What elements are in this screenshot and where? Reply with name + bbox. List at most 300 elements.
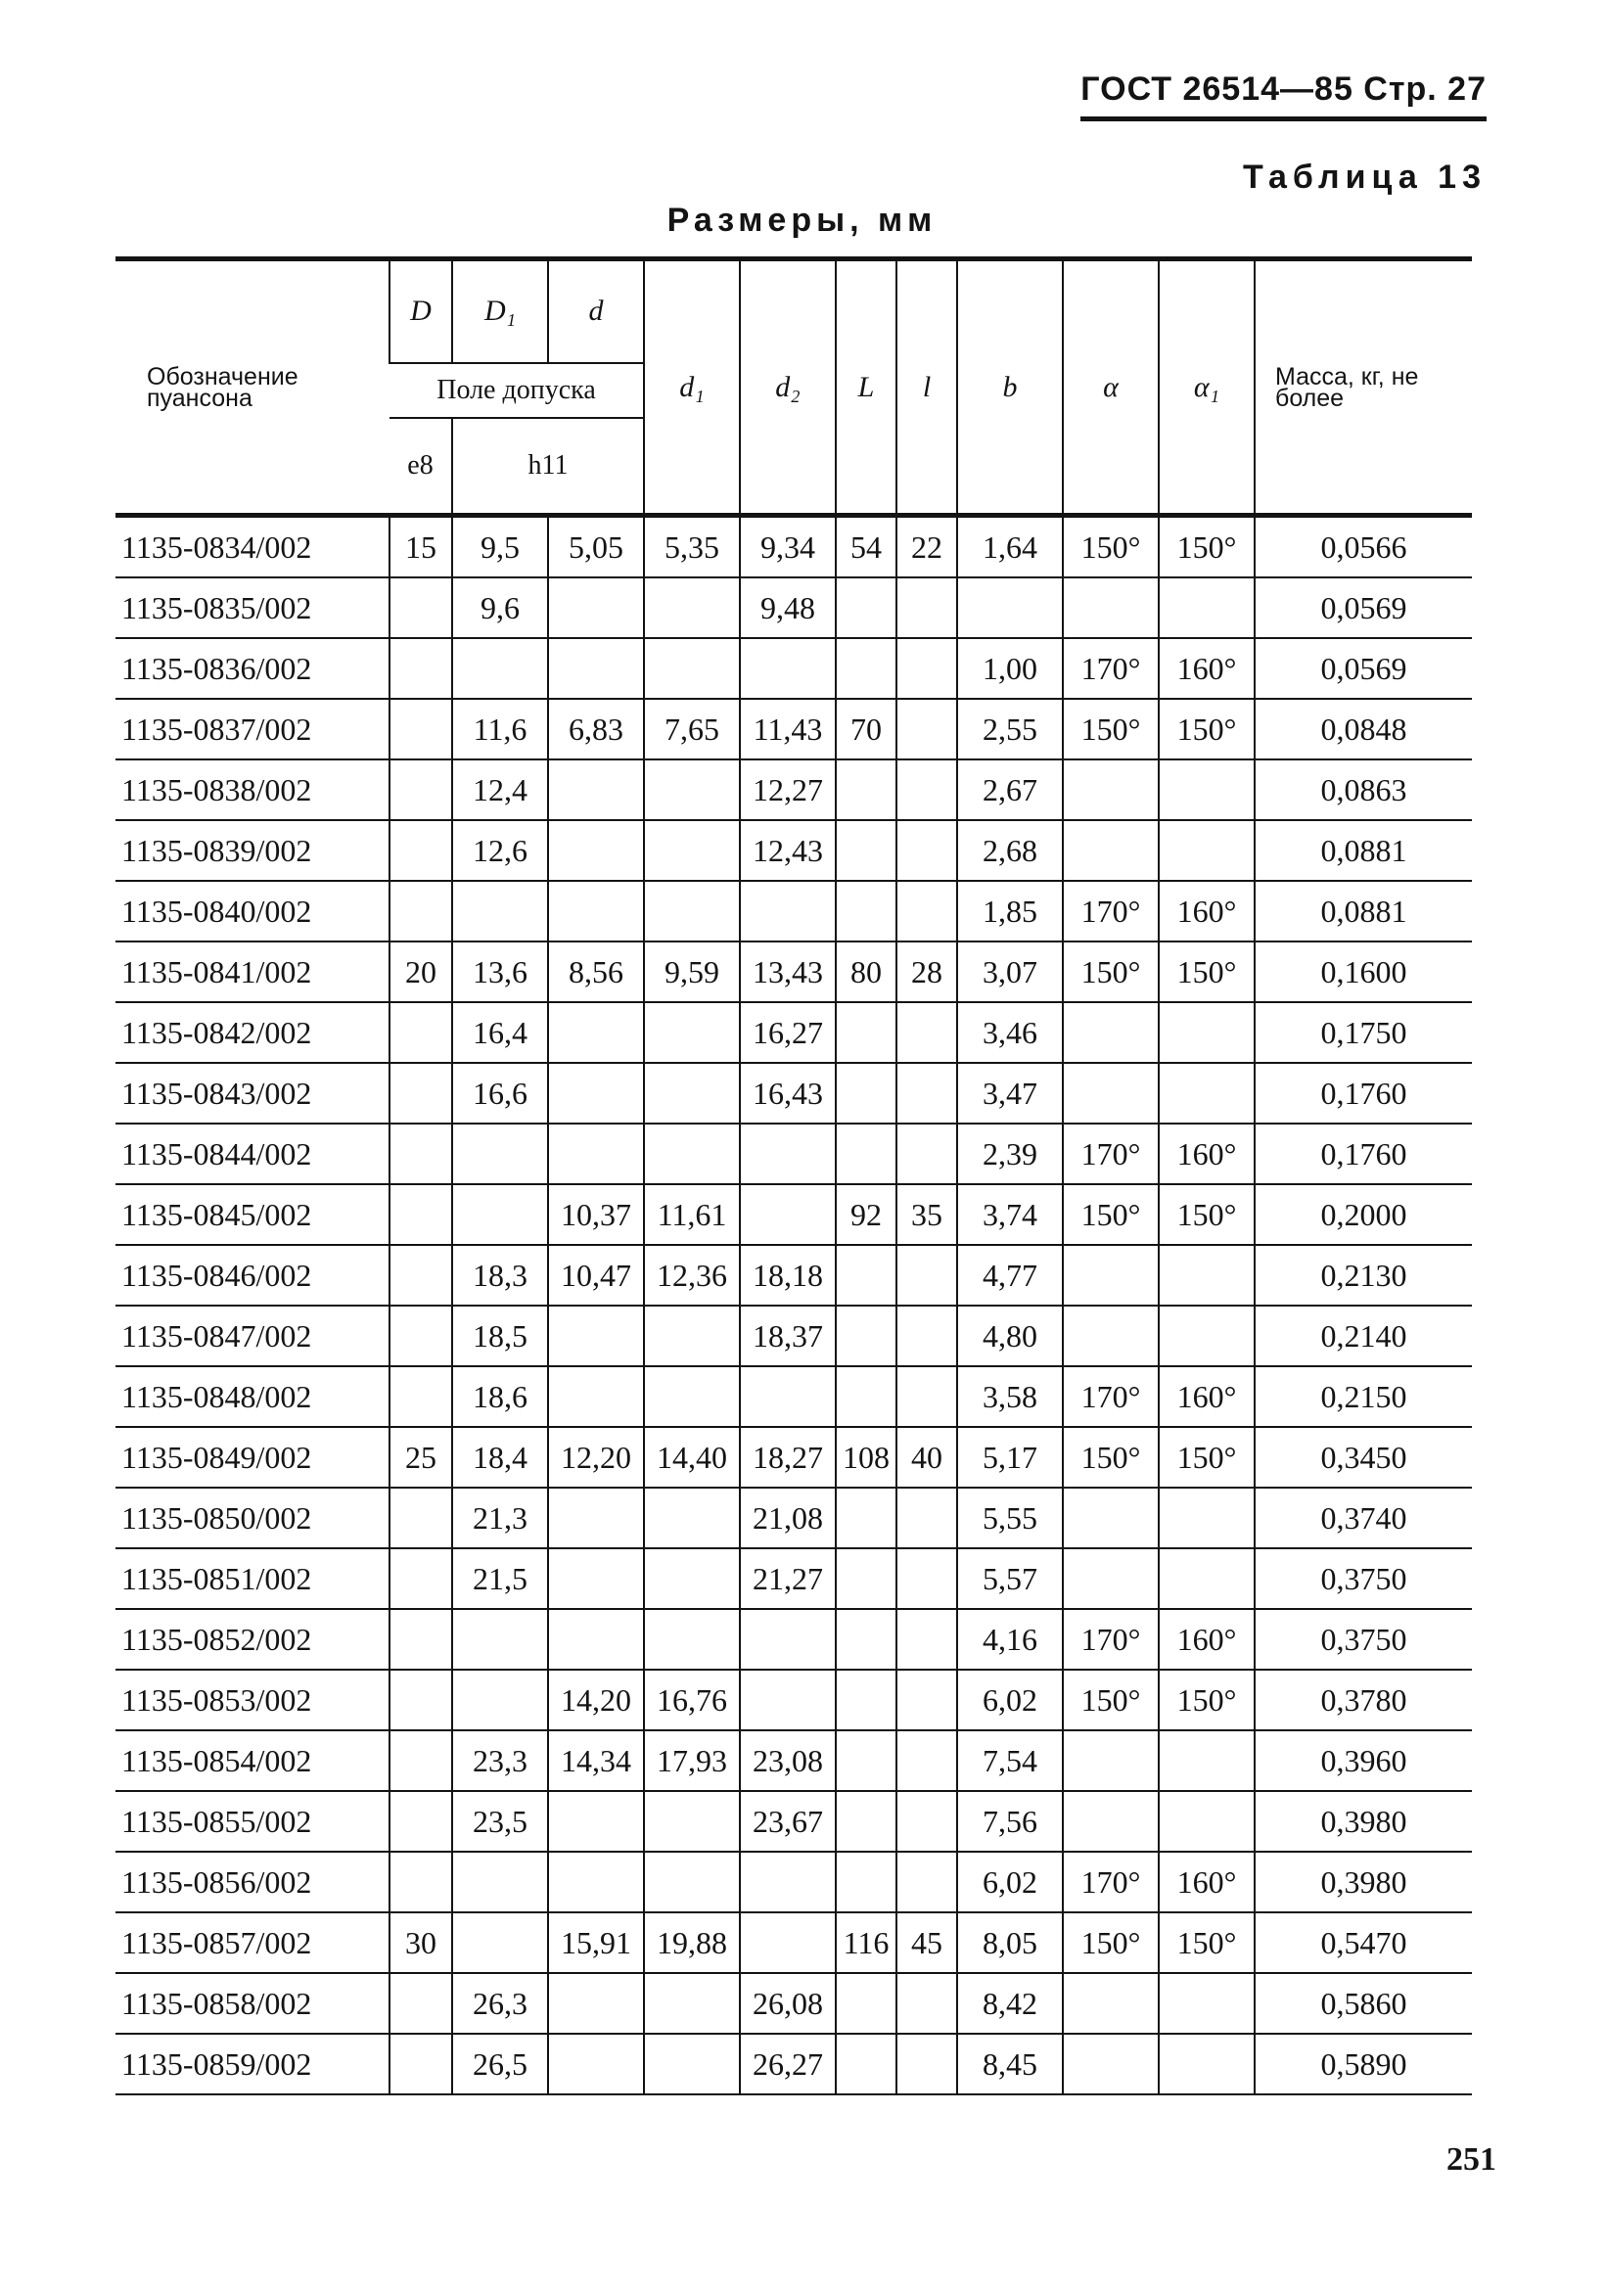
cell-alpha1: 150° bbox=[1159, 1184, 1255, 1245]
cell-alpha1 bbox=[1159, 1973, 1255, 2034]
cell-alpha bbox=[1063, 577, 1159, 638]
cell-d2 bbox=[740, 1912, 836, 1973]
cell-l bbox=[836, 1609, 896, 1670]
header-alpha1: α₁ bbox=[1159, 259, 1255, 516]
cell-alpha bbox=[1063, 1730, 1159, 1791]
cell-d1: 18,4 bbox=[452, 1427, 548, 1488]
table-row bbox=[115, 881, 1472, 941]
cell-mass: 0,3750 bbox=[1255, 1609, 1472, 1670]
cell-b: 4,77 bbox=[957, 1245, 1063, 1306]
table-row bbox=[115, 2034, 1472, 2094]
table-row bbox=[115, 577, 1472, 638]
cell-b: 1,85 bbox=[957, 881, 1063, 941]
cell-mass: 0,3450 bbox=[1255, 1427, 1472, 1488]
cell-d bbox=[548, 1306, 644, 1366]
cell-l: 22 bbox=[896, 516, 957, 578]
header-D: D bbox=[390, 259, 452, 363]
cell-designation: 1135-0848/002 bbox=[115, 1366, 390, 1427]
cell-d1 bbox=[452, 1912, 548, 1973]
cell-d2 bbox=[740, 1852, 836, 1912]
table-row bbox=[115, 699, 1472, 759]
cell-designation: 1135-0857/002 bbox=[115, 1912, 390, 1973]
cell-l bbox=[896, 1366, 957, 1427]
cell-d2 bbox=[740, 1670, 836, 1730]
cell-d2: 18,37 bbox=[740, 1306, 836, 1366]
cell-alpha: 150° bbox=[1063, 1184, 1159, 1245]
cell-mass: 0,2000 bbox=[1255, 1184, 1472, 1245]
cell-d1: 12,4 bbox=[452, 759, 548, 820]
table-row bbox=[115, 1245, 1472, 1306]
cell-l bbox=[896, 638, 957, 699]
cell-alpha1 bbox=[1159, 577, 1255, 638]
cell-alpha bbox=[1063, 820, 1159, 881]
page-number: 251 bbox=[1446, 2141, 1496, 2178]
cell-designation: 1135-0846/002 bbox=[115, 1245, 390, 1306]
cell-d1: 26,3 bbox=[452, 1973, 548, 2034]
cell-l bbox=[836, 577, 896, 638]
cell-l: 108 bbox=[836, 1427, 896, 1488]
cell-d: 10,37 bbox=[548, 1184, 644, 1245]
cell-d1: 13,6 bbox=[452, 941, 548, 1002]
cell-d bbox=[548, 1366, 644, 1427]
cell-d1: 19,88 bbox=[644, 1912, 740, 1973]
cell-d: 5,05 bbox=[548, 516, 644, 578]
cell-d1 bbox=[452, 1184, 548, 1245]
cell-b: 7,56 bbox=[957, 1791, 1063, 1852]
cell-mass: 0,0566 bbox=[1255, 516, 1472, 578]
table-row bbox=[115, 1791, 1472, 1852]
cell-alpha: 150° bbox=[1063, 1427, 1159, 1488]
cell-d bbox=[548, 1488, 644, 1548]
cell-d2 bbox=[740, 881, 836, 941]
cell-d bbox=[390, 881, 452, 941]
header-L: L bbox=[836, 259, 896, 516]
cell-l bbox=[896, 881, 957, 941]
cell-designation: 1135-0854/002 bbox=[115, 1730, 390, 1791]
cell-d bbox=[548, 2034, 644, 2094]
cell-l bbox=[836, 1366, 896, 1427]
cell-l bbox=[836, 1306, 896, 1366]
table-row bbox=[115, 1548, 1472, 1609]
cell-l bbox=[836, 1124, 896, 1184]
cell-l bbox=[836, 638, 896, 699]
cell-d2: 26,27 bbox=[740, 2034, 836, 2094]
header-tolerance-field: Поле допуска bbox=[390, 363, 644, 418]
cell-d bbox=[548, 881, 644, 941]
cell-d1 bbox=[644, 1063, 740, 1124]
cell-d2: 23,08 bbox=[740, 1730, 836, 1791]
cell-designation: 1135-0841/002 bbox=[115, 941, 390, 1002]
cell-b: 2,55 bbox=[957, 699, 1063, 759]
cell-d1 bbox=[452, 1609, 548, 1670]
cell-alpha: 170° bbox=[1063, 638, 1159, 699]
cell-d bbox=[390, 1609, 452, 1670]
cell-mass: 0,2150 bbox=[1255, 1366, 1472, 1427]
cell-l: 80 bbox=[836, 941, 896, 1002]
cell-alpha1 bbox=[1159, 1002, 1255, 1063]
cell-d2: 21,27 bbox=[740, 1548, 836, 1609]
cell-d: 15 bbox=[390, 516, 452, 578]
cell-d bbox=[390, 1852, 452, 1912]
cell-alpha1 bbox=[1159, 2034, 1255, 2094]
cell-d bbox=[548, 638, 644, 699]
cell-l: 70 bbox=[836, 699, 896, 759]
cell-alpha: 150° bbox=[1063, 699, 1159, 759]
cell-b: 5,57 bbox=[957, 1548, 1063, 1609]
cell-d bbox=[390, 577, 452, 638]
cell-b: 3,74 bbox=[957, 1184, 1063, 1245]
cell-d bbox=[390, 1670, 452, 1730]
cell-d1: 5,35 bbox=[644, 516, 740, 578]
cell-d2 bbox=[740, 638, 836, 699]
cell-l bbox=[896, 1670, 957, 1730]
cell-mass: 0,0569 bbox=[1255, 577, 1472, 638]
cell-l bbox=[896, 1124, 957, 1184]
cell-designation: 1135-0838/002 bbox=[115, 759, 390, 820]
cell-alpha bbox=[1063, 1488, 1159, 1548]
cell-alpha1: 150° bbox=[1159, 1427, 1255, 1488]
cell-d1: 21,5 bbox=[452, 1548, 548, 1609]
cell-designation: 1135-0847/002 bbox=[115, 1306, 390, 1366]
gost-header: ГОСТ 26514—85 Стр. 27 bbox=[1080, 70, 1487, 121]
cell-d: 8,56 bbox=[548, 941, 644, 1002]
cell-d bbox=[548, 1063, 644, 1124]
cell-d1: 16,76 bbox=[644, 1670, 740, 1730]
cell-b: 3,46 bbox=[957, 1002, 1063, 1063]
cell-mass: 0,1760 bbox=[1255, 1124, 1472, 1184]
table-row bbox=[115, 1427, 1472, 1488]
cell-d2: 9,48 bbox=[740, 577, 836, 638]
cell-d2: 13,43 bbox=[740, 941, 836, 1002]
cell-alpha1: 160° bbox=[1159, 638, 1255, 699]
table-row bbox=[115, 1609, 1472, 1670]
cell-l bbox=[896, 759, 957, 820]
cell-d2 bbox=[740, 1184, 836, 1245]
cell-designation: 1135-0851/002 bbox=[115, 1548, 390, 1609]
cell-l bbox=[836, 1730, 896, 1791]
cell-l bbox=[896, 1306, 957, 1366]
cell-alpha bbox=[1063, 1063, 1159, 1124]
table-row bbox=[115, 1002, 1472, 1063]
cell-d2: 21,08 bbox=[740, 1488, 836, 1548]
cell-d: 20 bbox=[390, 941, 452, 1002]
cell-d1 bbox=[452, 881, 548, 941]
cell-d2: 9,34 bbox=[740, 516, 836, 578]
cell-alpha: 170° bbox=[1063, 881, 1159, 941]
header-d1: d₁ bbox=[644, 259, 740, 516]
cell-d: 30 bbox=[390, 1912, 452, 1973]
cell-l bbox=[896, 1791, 957, 1852]
cell-alpha: 170° bbox=[1063, 1852, 1159, 1912]
cell-d: 6,83 bbox=[548, 699, 644, 759]
cell-l bbox=[896, 1973, 957, 2034]
cell-d bbox=[390, 2034, 452, 2094]
table-number: Таблица 13 bbox=[1243, 159, 1487, 196]
cell-l: 54 bbox=[836, 516, 896, 578]
cell-l: 35 bbox=[896, 1184, 957, 1245]
cell-mass: 0,3750 bbox=[1255, 1548, 1472, 1609]
cell-b: 2,68 bbox=[957, 820, 1063, 881]
cell-designation: 1135-0836/002 bbox=[115, 638, 390, 699]
cell-d bbox=[390, 1306, 452, 1366]
cell-alpha bbox=[1063, 1245, 1159, 1306]
table-row bbox=[115, 516, 1472, 578]
cell-d1: 16,6 bbox=[452, 1063, 548, 1124]
cell-d1 bbox=[644, 638, 740, 699]
cell-d bbox=[390, 1366, 452, 1427]
cell-d bbox=[390, 1245, 452, 1306]
cell-alpha1: 160° bbox=[1159, 881, 1255, 941]
table-row bbox=[115, 1912, 1472, 1973]
cell-d bbox=[390, 1124, 452, 1184]
cell-l bbox=[896, 1852, 957, 1912]
cell-d1: 9,5 bbox=[452, 516, 548, 578]
cell-d: 10,47 bbox=[548, 1245, 644, 1306]
table-row bbox=[115, 1730, 1472, 1791]
header-d: d bbox=[548, 259, 644, 363]
cell-l bbox=[836, 759, 896, 820]
cell-mass: 0,0848 bbox=[1255, 699, 1472, 759]
cell-d2 bbox=[740, 1366, 836, 1427]
cell-d1: 12,36 bbox=[644, 1245, 740, 1306]
cell-l bbox=[896, 1488, 957, 1548]
cell-d bbox=[390, 1973, 452, 2034]
cell-b: 3,47 bbox=[957, 1063, 1063, 1124]
header-alpha: α bbox=[1063, 259, 1159, 516]
cell-d bbox=[548, 1002, 644, 1063]
cell-designation: 1135-0845/002 bbox=[115, 1184, 390, 1245]
punch-dimensions-table bbox=[115, 256, 1472, 2095]
cell-l bbox=[896, 1609, 957, 1670]
cell-d2 bbox=[740, 1609, 836, 1670]
cell-alpha1 bbox=[1159, 1488, 1255, 1548]
cell-alpha1 bbox=[1159, 1306, 1255, 1366]
cell-alpha bbox=[1063, 1973, 1159, 2034]
table-row bbox=[115, 941, 1472, 1002]
cell-designation: 1135-0839/002 bbox=[115, 820, 390, 881]
cell-designation: 1135-0849/002 bbox=[115, 1427, 390, 1488]
cell-d bbox=[390, 759, 452, 820]
cell-designation: 1135-0843/002 bbox=[115, 1063, 390, 1124]
cell-d1 bbox=[452, 1670, 548, 1730]
cell-l bbox=[836, 1548, 896, 1609]
cell-l bbox=[836, 1002, 896, 1063]
header-D1: D₁ bbox=[452, 259, 548, 363]
cell-l: 116 bbox=[836, 1912, 896, 1973]
cell-b: 8,45 bbox=[957, 2034, 1063, 2094]
cell-d bbox=[548, 759, 644, 820]
cell-l bbox=[896, 1063, 957, 1124]
cell-d bbox=[548, 1973, 644, 2034]
cell-b: 5,55 bbox=[957, 1488, 1063, 1548]
cell-d1: 7,65 bbox=[644, 699, 740, 759]
cell-d1 bbox=[452, 1124, 548, 1184]
cell-alpha1: 150° bbox=[1159, 699, 1255, 759]
cell-d1: 17,93 bbox=[644, 1730, 740, 1791]
cell-d bbox=[548, 820, 644, 881]
cell-mass: 0,3960 bbox=[1255, 1730, 1472, 1791]
cell-alpha1: 150° bbox=[1159, 1912, 1255, 1973]
cell-l bbox=[836, 1245, 896, 1306]
cell-d1: 18,6 bbox=[452, 1366, 548, 1427]
header-mass: Масса, кг, не более bbox=[1255, 259, 1472, 516]
header-d2: d₂ bbox=[740, 259, 836, 516]
cell-d2: 16,27 bbox=[740, 1002, 836, 1063]
cell-alpha1: 160° bbox=[1159, 1852, 1255, 1912]
cell-alpha1: 160° bbox=[1159, 1366, 1255, 1427]
cell-mass: 0,5470 bbox=[1255, 1912, 1472, 1973]
cell-mass: 0,2130 bbox=[1255, 1245, 1472, 1306]
cell-b: 2,67 bbox=[957, 759, 1063, 820]
cell-l bbox=[836, 1063, 896, 1124]
cell-d2: 11,43 bbox=[740, 699, 836, 759]
cell-l bbox=[836, 1791, 896, 1852]
cell-d1 bbox=[644, 577, 740, 638]
cell-d1: 18,5 bbox=[452, 1306, 548, 1366]
cell-d bbox=[548, 1609, 644, 1670]
cell-d: 14,20 bbox=[548, 1670, 644, 1730]
cell-d1 bbox=[644, 881, 740, 941]
cell-d1 bbox=[644, 1124, 740, 1184]
cell-designation: 1135-0852/002 bbox=[115, 1609, 390, 1670]
cell-l bbox=[836, 881, 896, 941]
cell-d1 bbox=[644, 1973, 740, 2034]
cell-d bbox=[548, 1791, 644, 1852]
cell-l bbox=[896, 1548, 957, 1609]
cell-b bbox=[957, 577, 1063, 638]
cell-l: 92 bbox=[836, 1184, 896, 1245]
cell-d bbox=[390, 1002, 452, 1063]
table-row bbox=[115, 1366, 1472, 1427]
cell-mass: 0,2140 bbox=[1255, 1306, 1472, 1366]
table-row bbox=[115, 1670, 1472, 1730]
cell-d1 bbox=[644, 1609, 740, 1670]
cell-alpha1 bbox=[1159, 1730, 1255, 1791]
cell-alpha bbox=[1063, 1548, 1159, 1609]
cell-l: 40 bbox=[896, 1427, 957, 1488]
table-row bbox=[115, 1488, 1472, 1548]
header-b: b bbox=[957, 259, 1063, 516]
cell-b: 2,39 bbox=[957, 1124, 1063, 1184]
cell-d bbox=[390, 1730, 452, 1791]
cell-l bbox=[836, 1670, 896, 1730]
cell-l bbox=[896, 577, 957, 638]
table-row bbox=[115, 1063, 1472, 1124]
cell-d bbox=[548, 1548, 644, 1609]
cell-mass: 0,1760 bbox=[1255, 1063, 1472, 1124]
cell-alpha: 170° bbox=[1063, 1609, 1159, 1670]
cell-alpha: 150° bbox=[1063, 516, 1159, 578]
cell-b: 8,05 bbox=[957, 1912, 1063, 1973]
cell-alpha: 150° bbox=[1063, 1912, 1159, 1973]
cell-designation: 1135-0856/002 bbox=[115, 1852, 390, 1912]
header-l: l bbox=[896, 259, 957, 516]
cell-designation: 1135-0844/002 bbox=[115, 1124, 390, 1184]
cell-d1 bbox=[644, 2034, 740, 2094]
cell-d bbox=[548, 1124, 644, 1184]
cell-d2: 26,08 bbox=[740, 1973, 836, 2034]
cell-d1 bbox=[452, 638, 548, 699]
cell-d1: 26,5 bbox=[452, 2034, 548, 2094]
cell-l bbox=[896, 1730, 957, 1791]
cell-mass: 0,1600 bbox=[1255, 941, 1472, 1002]
cell-d1 bbox=[644, 1002, 740, 1063]
cell-d bbox=[390, 1063, 452, 1124]
table-row bbox=[115, 1184, 1472, 1245]
cell-alpha: 170° bbox=[1063, 1366, 1159, 1427]
cell-designation: 1135-0855/002 bbox=[115, 1791, 390, 1852]
cell-designation: 1135-0835/002 bbox=[115, 577, 390, 638]
cell-d2: 12,43 bbox=[740, 820, 836, 881]
cell-d bbox=[390, 638, 452, 699]
cell-d1 bbox=[644, 1852, 740, 1912]
table-body bbox=[115, 516, 1472, 2095]
cell-d2: 16,43 bbox=[740, 1063, 836, 1124]
cell-d1 bbox=[644, 1791, 740, 1852]
cell-alpha1 bbox=[1159, 1548, 1255, 1609]
cell-d bbox=[390, 1488, 452, 1548]
cell-d2 bbox=[740, 1124, 836, 1184]
table-row bbox=[115, 1306, 1472, 1366]
cell-d bbox=[390, 699, 452, 759]
cell-l: 45 bbox=[896, 1912, 957, 1973]
cell-mass: 0,3980 bbox=[1255, 1852, 1472, 1912]
cell-mass: 0,1750 bbox=[1255, 1002, 1472, 1063]
cell-d1: 9,59 bbox=[644, 941, 740, 1002]
cell-l bbox=[896, 2034, 957, 2094]
cell-mass: 0,5860 bbox=[1255, 1973, 1472, 2034]
cell-b: 8,42 bbox=[957, 1973, 1063, 2034]
cell-d: 12,20 bbox=[548, 1427, 644, 1488]
cell-l bbox=[896, 699, 957, 759]
header-designation: Обозначение пуансона bbox=[115, 259, 390, 516]
cell-d1: 23,3 bbox=[452, 1730, 548, 1791]
cell-b: 6,02 bbox=[957, 1852, 1063, 1912]
header-tol-h11: h11 bbox=[452, 418, 644, 516]
cell-mass: 0,3740 bbox=[1255, 1488, 1472, 1548]
cell-mass: 0,5890 bbox=[1255, 2034, 1472, 2094]
cell-alpha1: 150° bbox=[1159, 1670, 1255, 1730]
cell-l bbox=[896, 1002, 957, 1063]
cell-d1: 14,40 bbox=[644, 1427, 740, 1488]
cell-designation: 1135-0837/002 bbox=[115, 699, 390, 759]
cell-d bbox=[548, 577, 644, 638]
cell-b: 4,16 bbox=[957, 1609, 1063, 1670]
cell-d1 bbox=[644, 820, 740, 881]
cell-designation: 1135-0834/002 bbox=[115, 516, 390, 578]
cell-d2: 12,27 bbox=[740, 759, 836, 820]
cell-d1: 16,4 bbox=[452, 1002, 548, 1063]
table-row bbox=[115, 1852, 1472, 1912]
cell-designation: 1135-0840/002 bbox=[115, 881, 390, 941]
cell-l bbox=[896, 1245, 957, 1306]
cell-designation: 1135-0853/002 bbox=[115, 1670, 390, 1730]
table-row bbox=[115, 820, 1472, 881]
cell-alpha1 bbox=[1159, 1063, 1255, 1124]
cell-alpha1: 150° bbox=[1159, 516, 1255, 578]
cell-designation: 1135-0850/002 bbox=[115, 1488, 390, 1548]
cell-mass: 0,3780 bbox=[1255, 1670, 1472, 1730]
cell-d1 bbox=[644, 1306, 740, 1366]
cell-alpha bbox=[1063, 1002, 1159, 1063]
cell-mass: 0,0881 bbox=[1255, 820, 1472, 881]
cell-l bbox=[836, 2034, 896, 2094]
cell-d2: 18,18 bbox=[740, 1245, 836, 1306]
cell-d: 15,91 bbox=[548, 1912, 644, 1973]
cell-b: 1,00 bbox=[957, 638, 1063, 699]
cell-l: 28 bbox=[896, 941, 957, 1002]
cell-l bbox=[896, 820, 957, 881]
